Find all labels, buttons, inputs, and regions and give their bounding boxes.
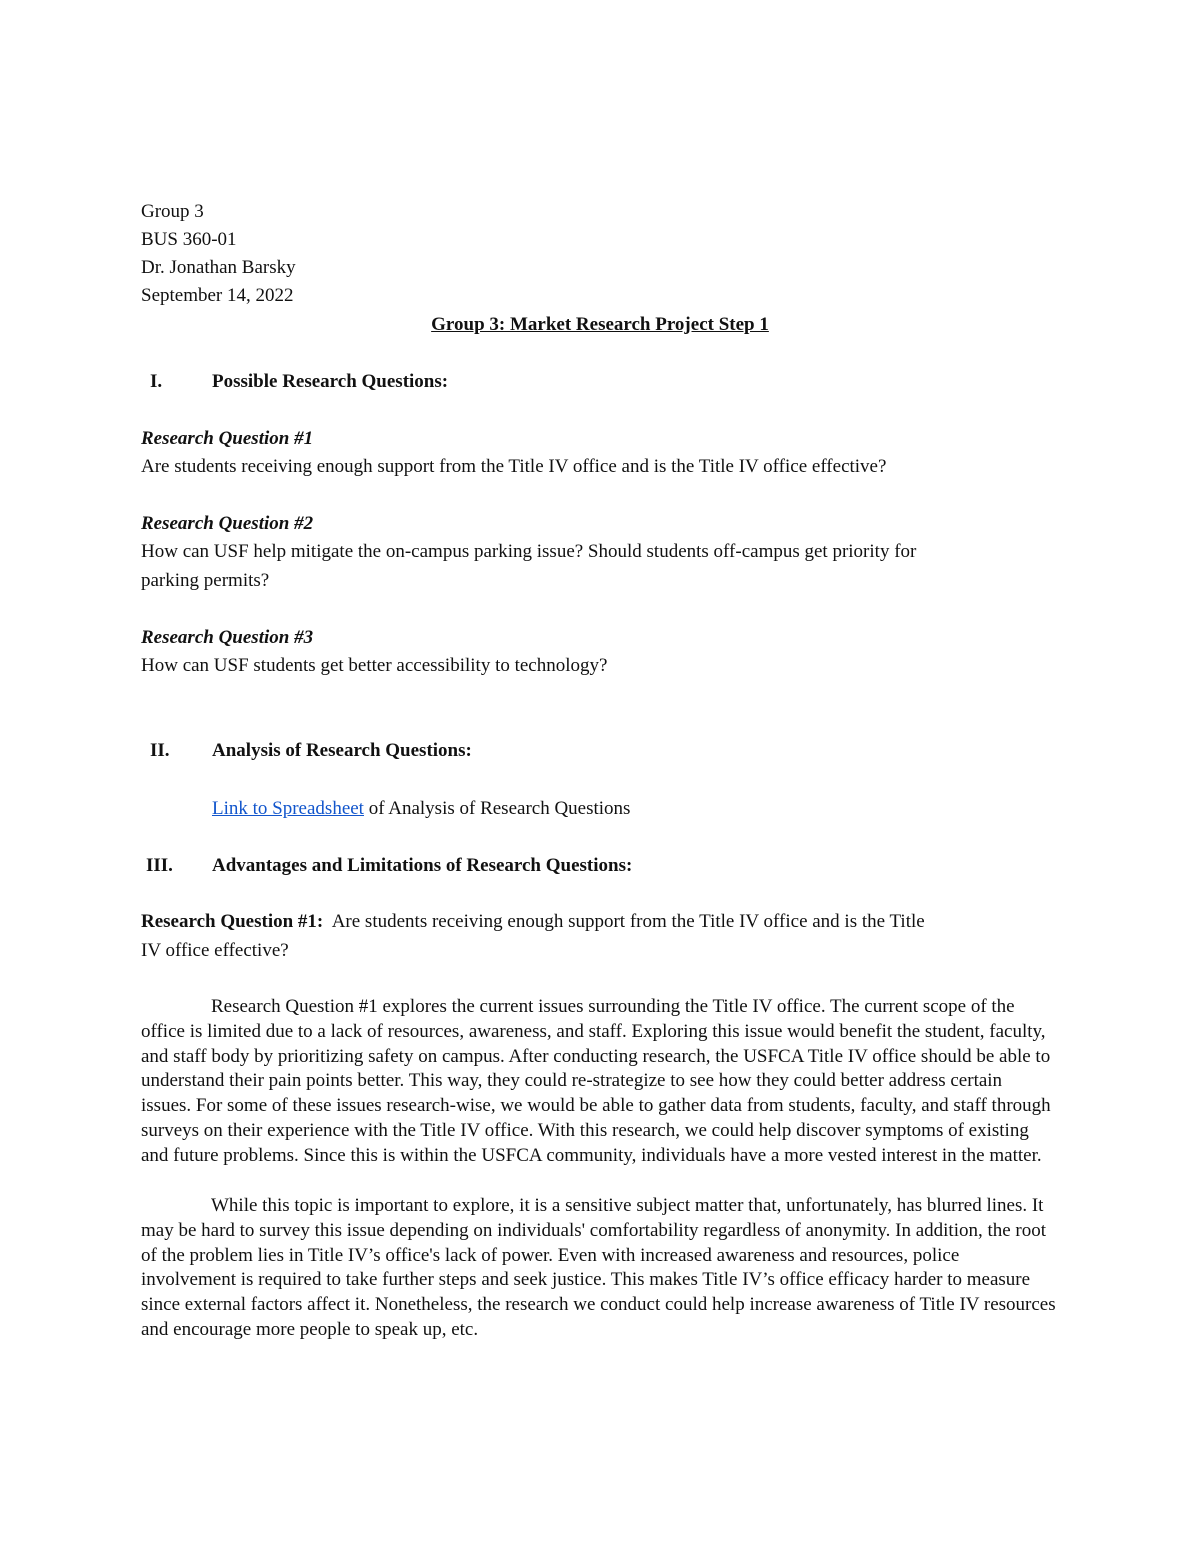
- rq2-text-line1: How can USF help mitigate the on-campus parking issue? Should students off-campus get priority for: [141, 541, 917, 562]
- section-1-numeral: I.: [150, 371, 163, 392]
- advantages-rq1-line1: [141, 908, 925, 936]
- analysis-link-suffix: of Analysis of Research Questions: [363, 798, 631, 819]
- course-label: BUS 360-01: [141, 229, 237, 250]
- rq2-text-line2: parking permits?: [141, 570, 270, 591]
- advantages-rq1-text-line1: Are students receiving enough support from the Title IV office and is the Title: [323, 911, 925, 932]
- advantages-rq1-label: Research Question #1:: [141, 911, 324, 932]
- advantages-paragraph-1: Research Question #1 explores the current issues surrounding the Title IV office. The current scope of the office is limited due to a lack of resources, awareness, and staff. Exploring this issue would benefit the student, faculty, and staff body by prioritizing safety on campus. After conducting research, the USFCA Title IV office should be able to understand their pain points better. This way, they could re-strategize to see how they could better address certain issues. For some of these issues research-wise, we would be able to gather data from students, faculty, and staff through surveys on their experience with the Title IV office. With this research, we could help discover symptoms of existing and future problems. Since this is within the USFCA community, individuals have a more vested interest in the matter.: [141, 996, 1051, 1166]
- rq1-label: Research Question #1: [141, 428, 314, 449]
- advantages-paragraph-2: While this topic is important to explore, it is a sensitive subject matter that, unfortunately, has blurred lines. It may be hard to survey this issue depending on individuals' comfortability regardless of anonymity. In addition, the root of the problem lies in Title IV’s office's lack of power. Even with increased awareness and resources, police involvement is required to take further steps and seek justice. This makes Title IV’s office efficacy harder to measure since external factors affect it. Nonetheless, the research we conduct could help increase awareness of Title IV resources and encourage more people to speak up, etc.: [141, 1195, 1056, 1340]
- group-label: Group 3: [141, 201, 204, 222]
- section-3-heading: Advantages and Limitations of Research Questions:: [212, 855, 633, 876]
- rq2-label: Research Question #2: [141, 513, 314, 534]
- instructor-label: Dr. Jonathan Barsky: [141, 257, 296, 278]
- analysis-line: [212, 795, 630, 823]
- section-2-numeral: II.: [150, 740, 170, 761]
- rq3-label: Research Question #3: [141, 627, 314, 648]
- date-label: September 14, 2022: [141, 285, 294, 306]
- section-2-heading: Analysis of Research Questions:: [212, 740, 472, 761]
- spreadsheet-link[interactable]: Link to Spreadsheet: [212, 798, 364, 819]
- document-title: Group 3: Market Research Project Step 1: [431, 314, 769, 335]
- advantages-rq1-text-line2: IV office effective?: [141, 940, 289, 961]
- rq3-text: How can USF students get better accessibility to technology?: [141, 655, 608, 676]
- section-3-numeral: III.: [146, 855, 173, 876]
- section-1-heading: Possible Research Questions:: [212, 371, 449, 392]
- rq1-text: Are students receiving enough support from the Title IV office and is the Title IV office effective?: [141, 456, 887, 477]
